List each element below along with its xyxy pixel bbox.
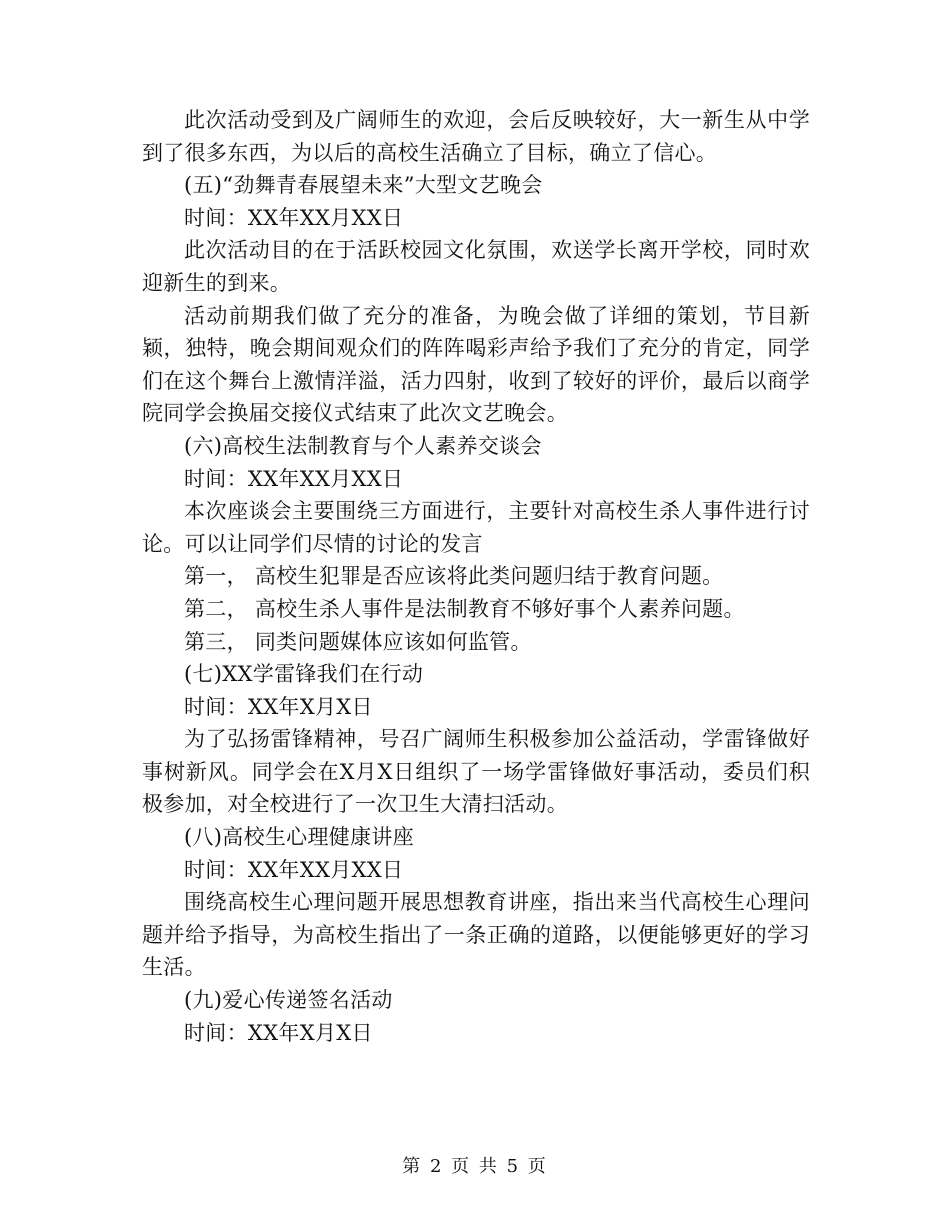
date-line: 时间：XX年XX月XX日 <box>184 857 404 882</box>
date-line: 时间：XX年X月X日 <box>184 1020 373 1045</box>
list-item: 第一， 高校生犯罪是否应该将此类问题归结于教育问题。 <box>184 564 724 589</box>
section-heading: (九)爱心传递签名活动 <box>184 988 393 1013</box>
paragraph: 此次活动受到及广阔师生的欢迎，会后反映较好，大一新生从中学到了很多东西，为以后的高校生活确立了目标，确立了信心。 <box>142 108 810 165</box>
date-line: 时间：XX年XX月XX日 <box>184 205 404 230</box>
date-line: 时间：XX年X月X日 <box>184 694 373 719</box>
section-heading: (七)XX学雷锋我们在行动 <box>184 662 424 687</box>
document-body <box>142 104 810 1049</box>
section-heading: (五)“劲舞青春展望未来”大型文艺晚会 <box>184 173 543 198</box>
section-heading: (六)高校生法制教育与个人素养交谈会 <box>184 433 542 458</box>
list-item: 第三， 同类问题媒体应该如何监管。 <box>184 629 532 654</box>
paragraph: 此次活动目的在于活跃校园文化氛围，欢送学长离开学校，同时欢迎新生的到来。 <box>142 238 810 295</box>
paragraph: 为了弘扬雷锋精神，号召广阔师生积极参加公益活动，学雷锋做好事树新风。同学会在X月X日组织了一场学雷锋做好事活动，委员们积极参加，对全校进行了一次卫生大清扫活动。 <box>142 727 810 817</box>
paragraph: 围绕高校生心理问题开展思想教育讲座，指出来当代高校生心理问题并给予指导，为高校生指出了一条正确的道路，以便能够更好的学习生活。 <box>142 890 810 980</box>
paragraph: 本次座谈会主要围绕三方面进行，主要针对高校生杀人事件进行讨论。可以让同学们尽情的讨论的发言 <box>142 499 810 556</box>
page-number-footer: 第 2 页 共 5 页 <box>402 1156 548 1177</box>
paragraph: 活动前期我们做了充分的准备，为晚会做了详细的策划，节目新颖，独特，晚会期间观众们的阵阵喝彩声给予我们了充分的肯定，同学们在这个舞台上激情洋溢，活力四射，收到了较好的评价，最后以商学院同学会换届交接仪式结束了此次文艺晚会。 <box>142 303 810 426</box>
date-line: 时间：XX年XX月XX日 <box>184 466 404 491</box>
section-heading: (八)高校生心理健康讲座 <box>184 825 414 850</box>
list-item: 第二， 高校生杀人事件是法制教育不够好事个人素养问题。 <box>184 596 745 621</box>
